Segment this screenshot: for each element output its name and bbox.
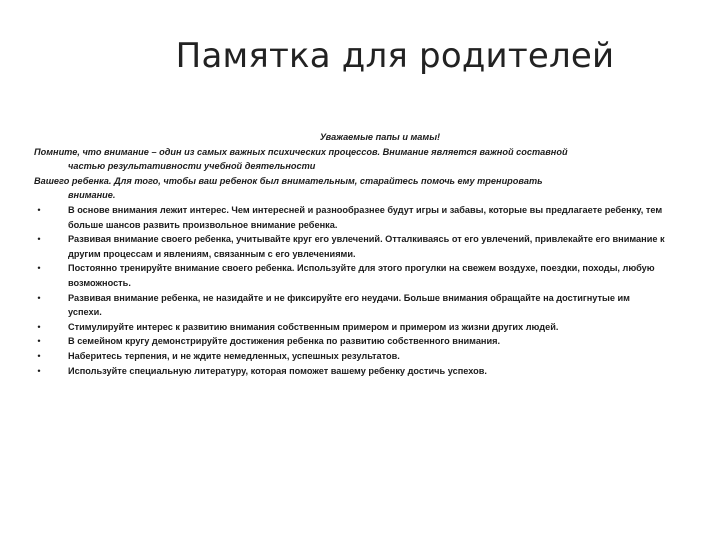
tip-item xyxy=(34,261,666,290)
bullet-icon: • xyxy=(37,350,41,361)
tips-list xyxy=(34,203,666,378)
tip-text: В семейном кругу демонстрируйте достижения ребенка по развитию собственного внимания. xyxy=(68,336,501,347)
intro-line: внимание. xyxy=(68,190,116,201)
intro-line: Помните, что внимание – один из самых важных психических процессов. Внимание является важной составной xyxy=(34,146,568,157)
bullet-icon: • xyxy=(37,234,41,245)
tip-text: В основе внимания лежит интерес. Чем интересней и разнообразнее будут игры и забавы, которые вы предлагаете ребенку, тем больше шансов развить произвольное внимание ребенка. xyxy=(68,204,663,230)
tip-item xyxy=(34,232,666,261)
tip-item xyxy=(34,364,666,379)
tip-text: Развивая внимание ребенка, не назидайте и не фиксируйте его неудачи. Больше внимания обращайте на достигнутые им успехи. xyxy=(68,292,630,318)
memo-body xyxy=(34,130,666,378)
bullet-icon: • xyxy=(37,336,41,347)
tip-item xyxy=(34,349,666,364)
tip-text: Стимулируйте интерес к развитию внимания собственным примером и примером из жизни других людей. xyxy=(68,321,559,332)
page-title: Памятка для родителей xyxy=(175,36,615,76)
bullet-icon: • xyxy=(37,204,41,215)
bullet-icon: • xyxy=(37,321,41,332)
greeting: Уважаемые папы и мамы! xyxy=(319,132,441,142)
bullet-icon: • xyxy=(37,292,41,303)
tip-text: Наберитесь терпения, и не ждите немедленных, успешных результатов. xyxy=(68,350,400,361)
bullet-icon: • xyxy=(37,365,41,376)
tip-item xyxy=(34,203,666,232)
tip-item xyxy=(34,291,666,320)
tip-item xyxy=(34,334,666,349)
tip-text: Развивая внимание своего ребенка, учитывайте круг его увлечений. Отталкиваясь от его увлечений, привлекайте его внимание к другим процессам и явлениям, связанным с его увлечениями. xyxy=(68,234,665,259)
bullet-icon: • xyxy=(37,263,41,274)
tip-text: Постоянно тренируйте внимание своего ребенка. Используйте для этого прогулки на свежем воздухе, поездки, походы, любую возможность. xyxy=(68,263,655,288)
tip-item xyxy=(34,320,666,335)
intro-line: частью результативности учебной деятельности xyxy=(68,161,316,172)
intro-line: Вашего ребенка. Для того, чтобы ваш ребенок был внимательным, старайтесь помочь ему тренировать xyxy=(34,175,543,186)
intro-paragraph xyxy=(34,145,666,203)
tip-text: Используйте специальную литературу, которая поможет вашему ребенку достичь успехов. xyxy=(68,365,487,376)
